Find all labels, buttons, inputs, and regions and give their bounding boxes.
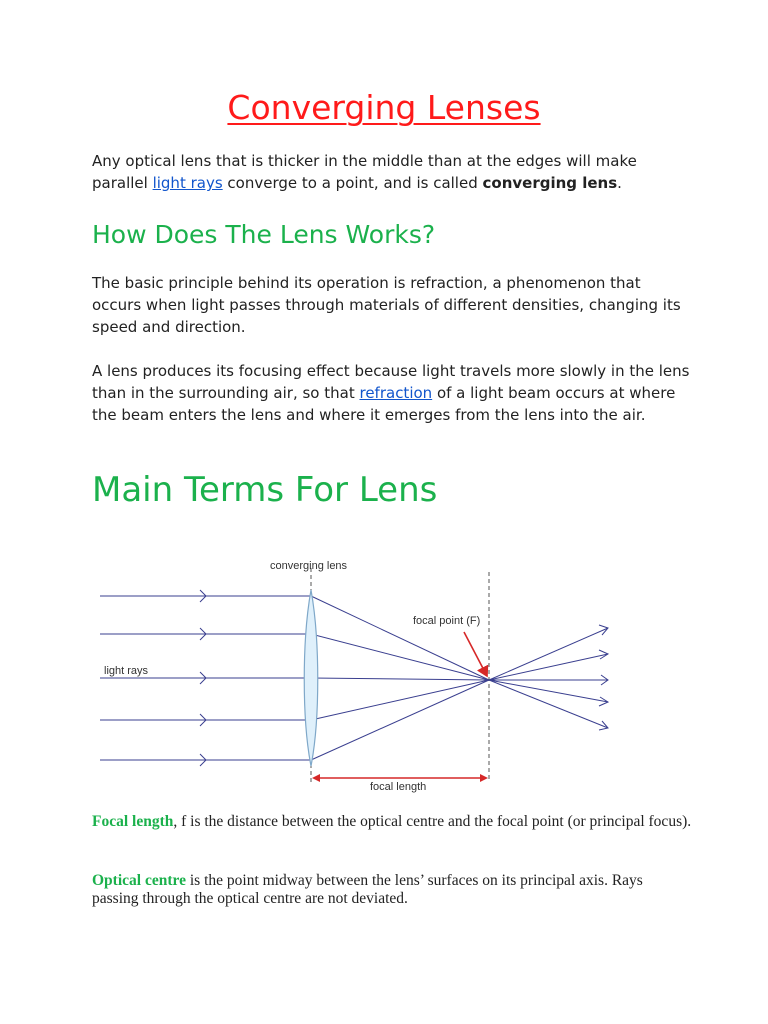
focusing-text-2: of a light beam occurs at where the beam enters the lens and where it emerges from the lens into the air. (92, 384, 676, 424)
refraction-link[interactable]: refraction (359, 384, 433, 402)
focal-point-label: focal point (F) (413, 615, 481, 627)
converging-lens-diagram (90, 550, 630, 800)
focal-length-text: , f is the distance between the optical centre and the focal point (or principal focus). (173, 813, 692, 830)
intro-text-2: converge to a point, and is called (222, 174, 483, 192)
refraction-principle-paragraph: The basic principle behind its operation is refraction, a phenomenon that occurs when light passes through materials of different densities, changing its speed and direction. (92, 274, 681, 336)
section-heading-how-lens-works: How Does The Lens Works? (92, 220, 436, 249)
converging-lens-label: converging lens (270, 560, 348, 572)
focal-length-label: focal length (370, 781, 427, 793)
incoming-rays (100, 590, 311, 766)
page-title: Converging Lenses (227, 88, 541, 127)
optical-centre-text: is the point midway between the lens’ surfaces on its principal axis. Rays passing through the optical centre are not deviated. (92, 872, 643, 907)
section-heading-main-terms: Main Terms For Lens (92, 470, 438, 510)
intro-paragraph (92, 150, 692, 194)
light-rays-link[interactable]: light rays (152, 174, 223, 192)
focal-length-definition (92, 813, 692, 831)
focusing-text-1: A lens produces its focusing effect because light travels more slowly in the lens than in the surrounding air, so that (92, 362, 690, 402)
optical-centre-definition (92, 872, 692, 908)
light-rays-label: light rays (104, 665, 149, 677)
optical-centre-term: Optical centre (92, 872, 186, 889)
converging-lens-term: converging lens (482, 174, 618, 192)
focal-length-term: Focal length (92, 813, 174, 830)
focusing-effect-paragraph (92, 360, 692, 426)
intro-text-3: . (617, 174, 622, 192)
intro-text-1: Any optical lens that is thicker in the middle than at the edges will make parallel (92, 152, 637, 192)
lens-shape (304, 590, 318, 766)
